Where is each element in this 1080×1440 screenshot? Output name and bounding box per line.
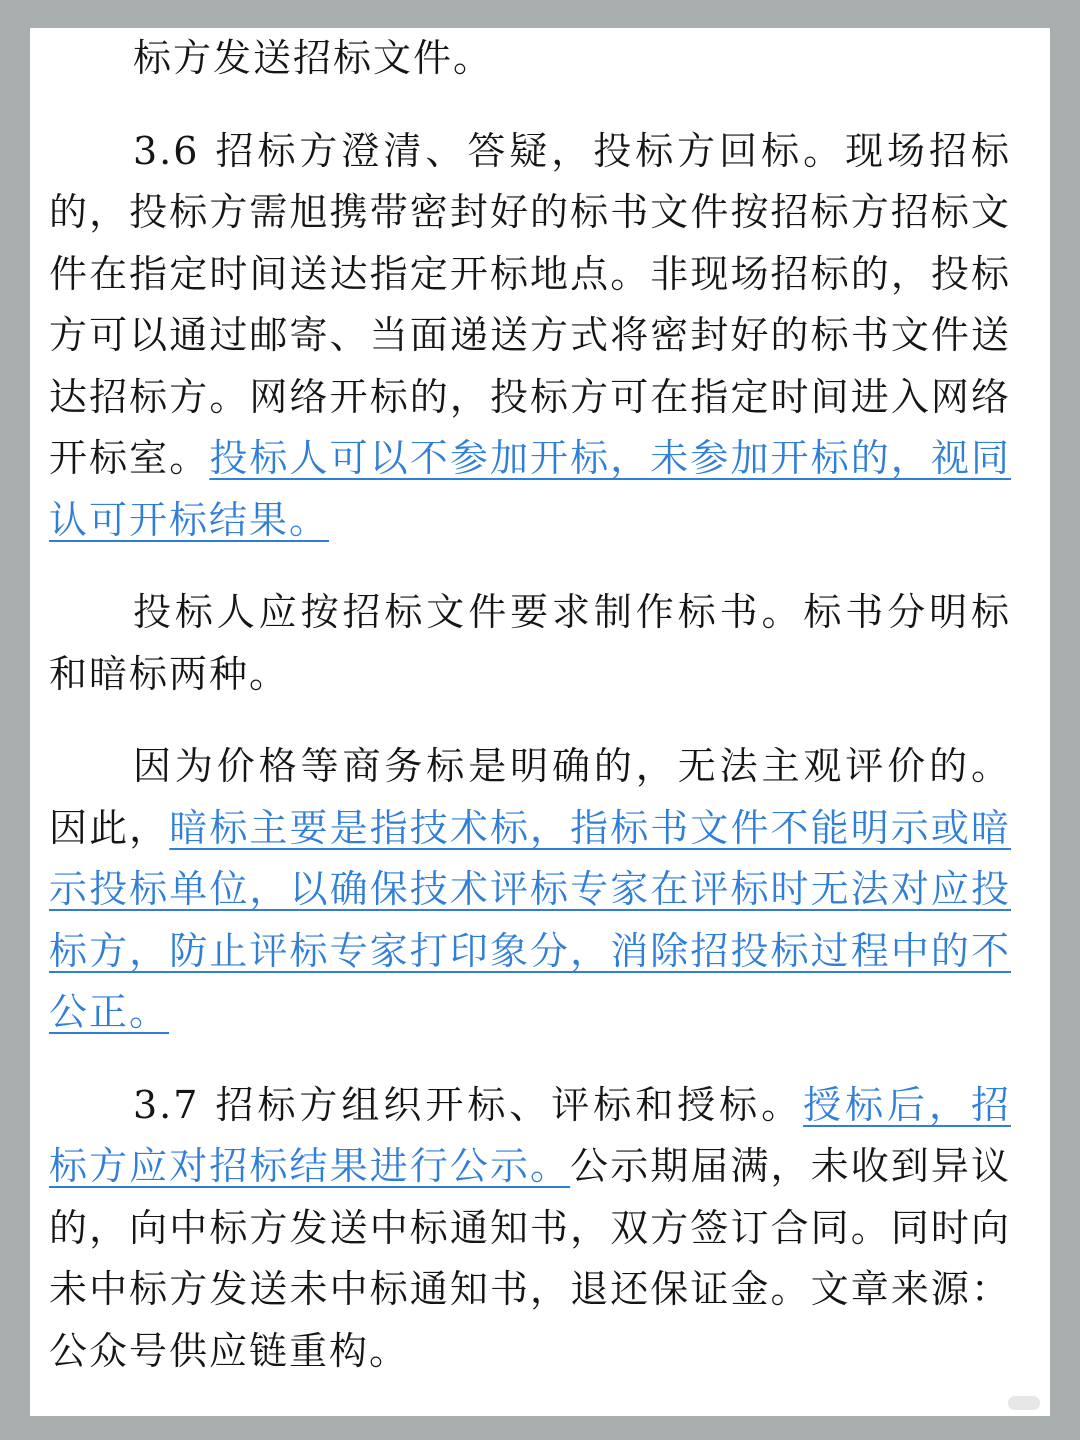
paragraph-gap [49,705,1011,736]
paragraph-5-highlight: 授标后，招标方应对招标结果进行公示。 [49,1082,1011,1188]
paragraph-4-highlight: 暗标主要是指技术标，指标书文件不能明示或暗示投标单位，以确保技术评标专家在评标时无法对应投标方，防止评标专家打印象分，消除招投标过程中的不公正。 [49,805,1011,1034]
article-body [49,28,1011,1382]
paragraph-4 [49,736,1011,1044]
paragraph-gap [49,551,1011,582]
paragraph-3-text: 投标人应按招标文件要求制作标书。标书分明标和暗标两种。 [49,590,1011,696]
paragraph-4-text: 因为价格等商务标是明确的，无法主观评价的。因此， [49,744,1011,850]
paragraph-5-text-b: 公示期届满，未收到异议的，向中标方发送中标通知书，双方签订合同。同时向未中标方发送未中标通知书，退还保证金。文章来源：公众号供应链重构。 [49,1144,1011,1373]
paragraph-gap [49,1044,1011,1075]
paragraph-1 [49,28,1011,90]
watermark-badge [1008,1396,1040,1410]
paragraph-2-highlight: 投标人可以不参加开标，未参加开标的，视同认可开标结果。 [49,436,1011,542]
paragraph-2 [49,121,1011,552]
document-page [30,28,1050,1416]
paragraph-3 [49,582,1011,705]
paragraph-gap [49,90,1011,121]
paragraph-1-text: 标方发送招标文件。 [133,36,494,80]
paragraph-5-text-a: 3.7 招标方组织开标、评标和授标。 [133,1082,804,1127]
paragraph-5 [49,1075,1011,1383]
paragraph-2-text: 3.6 招标方澄清、答疑，投标方回标。现场招标的，投标方需旭携带密封好的标书文件按招标方招标文件在指定时间送达指定开标地点。非现场招标的，投标方可以通过邮寄、当面递送方式将密封好的标书文件送达招标方。网络开标的，投标方可在指定时间进入网络开标室。 [49,128,1011,480]
